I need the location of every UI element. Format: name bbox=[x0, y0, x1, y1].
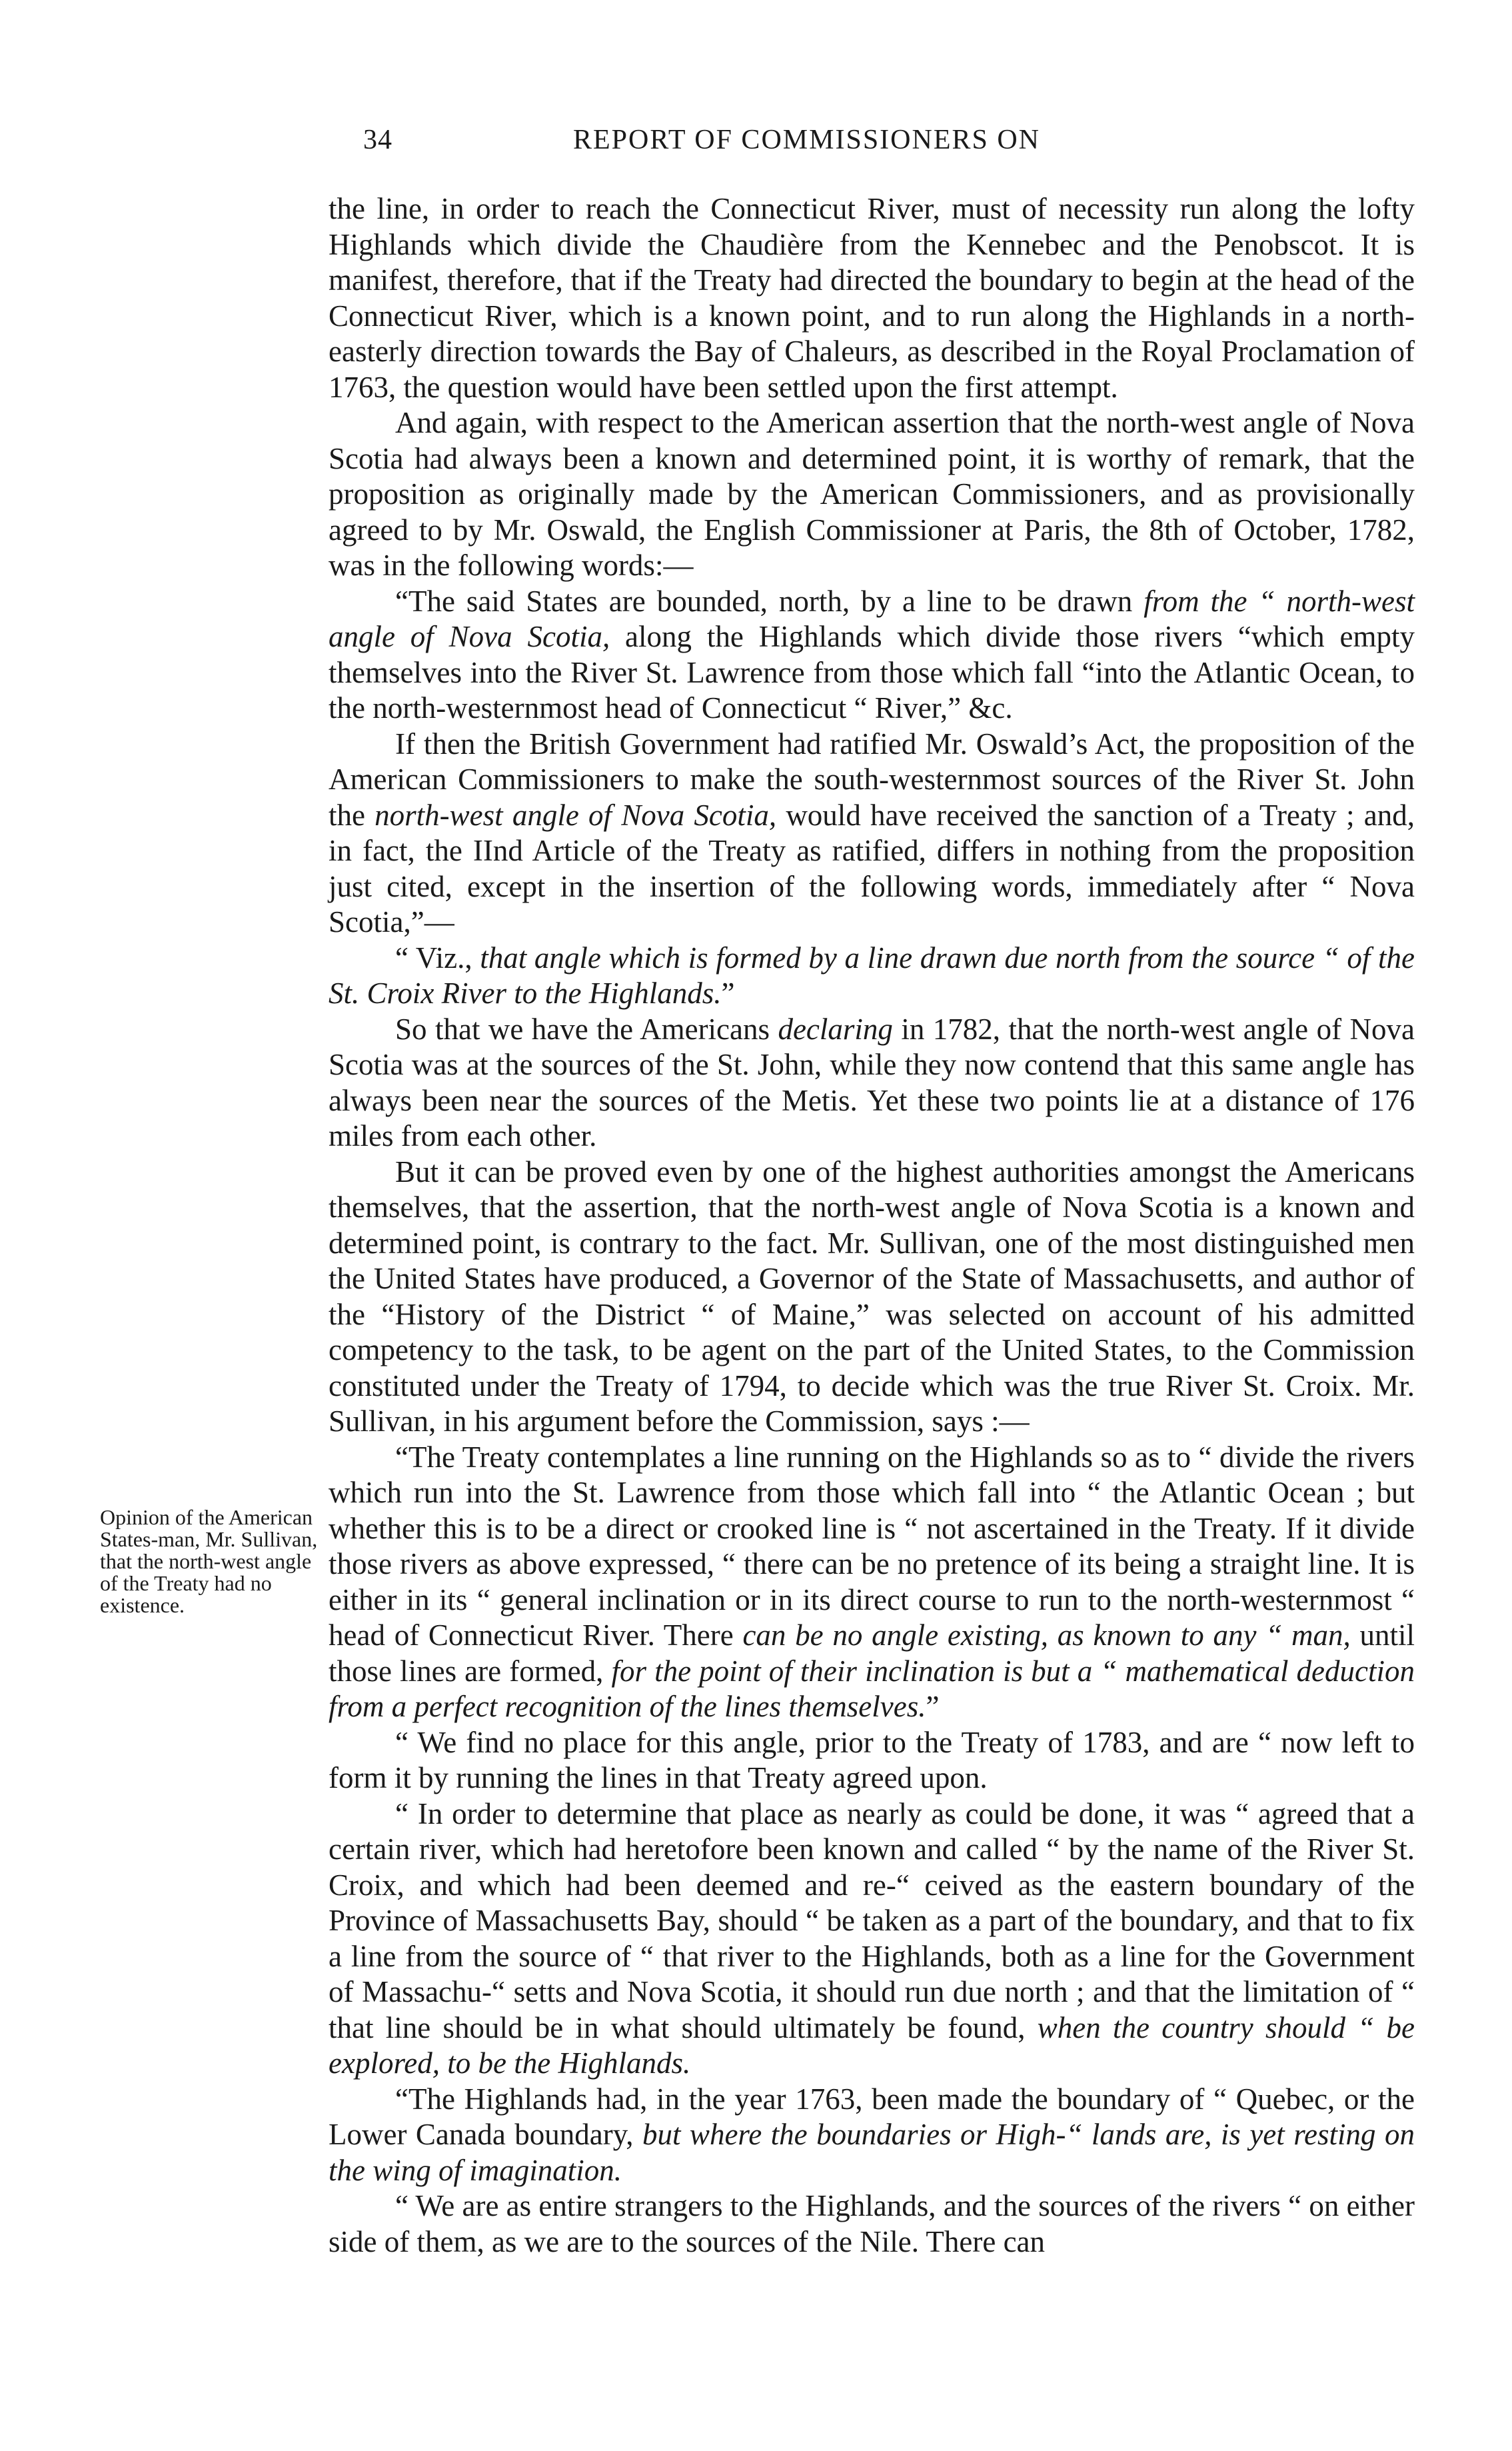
italic-text: when the country should “ be explored, to be the Highlands. bbox=[329, 2010, 1415, 2080]
paragraph bbox=[329, 1155, 1415, 1440]
italic-text: declaring bbox=[778, 1012, 893, 1046]
italic-text: can be no angle existing, as known to any “ man, bbox=[742, 1618, 1351, 1652]
running-head: REPORT OF COMMISSIONERS ON bbox=[573, 125, 1041, 155]
paragraph bbox=[329, 727, 1415, 941]
text-run: If then the British Government had ratified Mr. Oswald’s Act, the proposition of the American Commissioners to make the south-westernmost sources of the River St. John the bbox=[329, 727, 1415, 832]
paragraph bbox=[329, 2082, 1415, 2189]
text-run: But it can be proved even by one of the highest authorities amongst the Americans themselves, that the assertion, that the north-west angle of Nova Scotia is a known and determined point, is contrary to the fact. Mr. Sullivan, one of the most distinguished men the United States have produced, a Governor of the State of Massachusetts, and author of the “History of the District “ of Maine,” was selected on account of his admitted competency to the task, to be agent on the part of the United States, to the Commission constituted under the Treaty of 1794, to decide which was the true River St. Croix. Mr. Sullivan, in his argument before the Commission, says :— bbox=[329, 1155, 1415, 1438]
text-run: would have received the sanction of a Treaty ; and, in fact, the IInd Article of the Treaty as ratified, differs in nothing from the proposition just cited, except in the insertion of the following words, immediately after “ Nova Scotia,”— bbox=[329, 798, 1415, 939]
text-run: “ Viz., bbox=[395, 941, 480, 975]
page-number: 34 bbox=[363, 125, 392, 155]
body-text bbox=[329, 191, 1415, 2260]
text-run: So that we have the Americans bbox=[395, 1012, 778, 1046]
italic-text: that angle which is formed by a line drawn due north from the source “ of the St. Croix River to the Highlands. bbox=[329, 941, 1415, 1010]
paragraph bbox=[329, 191, 1415, 405]
paragraph bbox=[329, 1012, 1415, 1155]
text-run: ” bbox=[721, 977, 735, 1010]
paragraph bbox=[329, 1440, 1415, 1725]
italic-text: north-west angle of Nova Scotia, bbox=[375, 798, 777, 832]
text-run: “The said States are bounded, north, by a line to be drawn bbox=[395, 584, 1144, 618]
italic-text: but where the boundaries or High-“ lands are, is yet resting on the wing of imagination. bbox=[329, 2118, 1415, 2187]
text-run: And again, with respect to the American assertion that the north-west angle of Nova Scotia had always been a known and determined point, it is worthy of remark, that the proposition as originally made by the American Commissioners, and as provisionally agreed to by Mr. Oswald, the English Commissioner at Paris, the 8th of October, 1782, was in the following words:— bbox=[329, 406, 1415, 582]
paragraph bbox=[329, 1796, 1415, 2082]
text-run: ” bbox=[926, 1690, 940, 1723]
italic-text: from the “ north-west angle of Nova Scotia, bbox=[329, 584, 1415, 653]
text-run: “The Highlands had, in the year 1763, been made the boundary of “ Quebec, or the Lower Canada boundary, bbox=[329, 2082, 1415, 2151]
text-run: in 1782, that the north-west angle of Nova Scotia was at the sources of the St. John, while they now contend that this same angle has always been near the sources of the Metis. Yet these two points lie at a distance of 176 miles from each other. bbox=[329, 1012, 1415, 1153]
text-run: “ In order to determine that place as nearly as could be done, it was “ agreed that a certain river, which had heretofore been known and called “ by the name of the River St. Croix, and which had been deemed and re-“ ceived as the eastern boundary of the Province of Massachusetts Bay, should “ be taken as a part of the boundary, and that to fix a line from the source of “ that river to the Highlands, both as a line for the Government of Massachu-“ setts and Nova Scotia, it should run due north ; and that the limitation of “ that line should be in what should ultimately be found, bbox=[329, 1796, 1415, 2044]
margin-note: Opinion of the American States-man, Mr. Sullivan, that the north-west angle of the Treaty had no existence. bbox=[100, 1505, 318, 1617]
paragraph bbox=[329, 584, 1415, 727]
text-run: “ We are as entire strangers to the Highlands, and the sources of the rivers “ on either side of them, as we are to the sources of the Nile. There can bbox=[329, 2189, 1415, 2258]
text-run: the line, in order to reach the Connecticut River, must of necessity run along the lofty Highlands which divide the Chaudière from the Kennebec and the Penobscot. It is manifest, therefore, that if the Treaty had directed the boundary to begin at the head of the Connecticut River, which is a known point, and to run along the Highlands in a north-easterly direction towards the Bay of Chaleurs, as described in the Royal Proclamation of 1763, the question would have been settled upon the first attempt. bbox=[329, 192, 1415, 404]
paragraph bbox=[329, 405, 1415, 584]
paragraph bbox=[329, 1725, 1415, 1796]
paragraph bbox=[329, 941, 1415, 1012]
text-run: “The Treaty contemplates a line running on the Highlands so as to “ divide the rivers which run into the St. Lawrence from those which fall into “ the Atlantic Ocean ; but whether this is to be a direct or crooked line is “ not ascertained in the Treaty. If it divide those rivers as above expressed, “ there can be no pretence of its being a straight line. It is either in its “ general inclination or in its direct course to run to the north-westernmost “ head of Connecticut River. There bbox=[329, 1440, 1415, 1652]
text-run: until those lines are formed, bbox=[329, 1618, 1415, 1688]
paragraph bbox=[329, 2188, 1415, 2260]
text-run: along the Highlands which divide those rivers “which empty themselves into the River St. Lawrence from those which fall “into the Atlantic Ocean, to the north-westernmost head of Connecticut “ River,” &c. bbox=[329, 620, 1415, 725]
text-run: “ We find no place for this angle, prior to the Treaty of 1783, and are “ now left to form it by running the lines in that Treaty agreed upon. bbox=[329, 1725, 1415, 1794]
italic-text: for the point of their inclination is but a “ mathematical deduction from a perfect recognition of the lines themselves. bbox=[329, 1654, 1415, 1723]
